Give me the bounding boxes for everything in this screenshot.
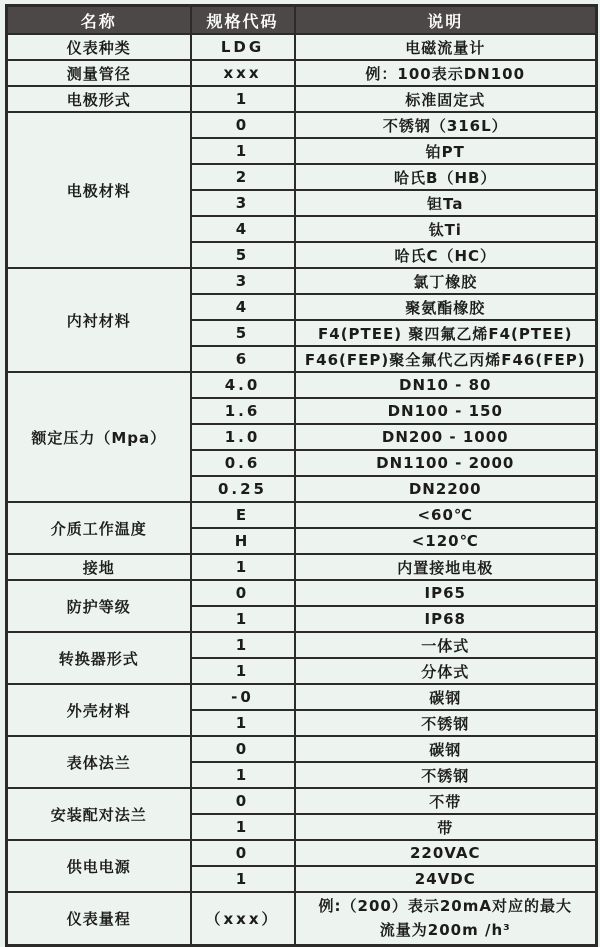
spec-table	[5, 4, 598, 947]
spec-code-cell: 1	[191, 814, 295, 840]
table-row	[7, 34, 597, 60]
col-header-name: 名称	[7, 6, 191, 35]
description-cell: IP65	[295, 580, 597, 606]
description-line: 流量为200m /h³	[379, 921, 511, 940]
description-cell: 钽Ta	[295, 190, 597, 216]
group-name-cell: 仪表种类	[7, 34, 191, 60]
description-cell: DN1100 - 2000	[295, 450, 597, 476]
spec-code-cell: 4.0	[191, 372, 295, 398]
description-cell: 不锈钢	[295, 762, 597, 788]
table-row	[7, 632, 597, 658]
description-cell: 电磁流量计	[295, 34, 597, 60]
spec-code-cell: 1	[191, 710, 295, 736]
spec-code-cell: （xxx）	[191, 892, 295, 945]
description-cell: 碳钢	[295, 684, 597, 710]
spec-code-cell: 5	[191, 320, 295, 346]
table-row	[7, 268, 597, 294]
table-row	[7, 892, 597, 945]
spec-code-cell: 0.25	[191, 476, 295, 502]
description-cell: 碳钢	[295, 736, 597, 762]
description-cell: DN200 - 1000	[295, 424, 597, 450]
description-cell: 不带	[295, 788, 597, 814]
description-cell: 24VDC	[295, 866, 597, 892]
spec-code-cell: 1	[191, 138, 295, 164]
col-header-spec-code: 规格代码	[191, 6, 295, 35]
description-cell: 聚氨酯橡胶	[295, 294, 597, 320]
group-name-cell: 安装配对法兰	[7, 788, 191, 840]
spec-code-cell: 0	[191, 112, 295, 138]
spec-code-cell: xxx	[191, 60, 295, 86]
group-name-cell: 防护等级	[7, 580, 191, 632]
table-row	[7, 502, 597, 528]
description-cell: 一体式	[295, 632, 597, 658]
description-cell: 不锈钢	[295, 710, 597, 736]
group-name-cell: 电极形式	[7, 86, 191, 112]
spec-code-cell: 3	[191, 268, 295, 294]
group-name-cell: 接地	[7, 554, 191, 580]
description-cell	[295, 892, 597, 945]
group-name-cell: 外壳材料	[7, 684, 191, 736]
table-row	[7, 736, 597, 762]
table-row	[7, 580, 597, 606]
description-cell: 钛Ti	[295, 216, 597, 242]
spec-code-cell: 4	[191, 216, 295, 242]
table-row	[7, 112, 597, 138]
spec-code-cell: 2	[191, 164, 295, 190]
spec-table-body	[7, 34, 597, 945]
table-row	[7, 840, 597, 866]
group-name-cell: 额定压力（Mpa）	[7, 372, 191, 502]
table-row	[7, 684, 597, 710]
description-line: 例:（200）表示20mA对应的最大	[318, 897, 572, 916]
table-row	[7, 554, 597, 580]
table-row	[7, 60, 597, 86]
group-name-cell: 供电电源	[7, 840, 191, 892]
spec-code-cell: 1.6	[191, 398, 295, 424]
description-cell: 带	[295, 814, 597, 840]
spec-code-cell: 1	[191, 86, 295, 112]
table-row	[7, 86, 597, 112]
spec-table-header	[7, 6, 597, 35]
spec-code-cell: 1	[191, 606, 295, 632]
spec-code-cell: 0	[191, 736, 295, 762]
description-cell: 220VAC	[295, 840, 597, 866]
description-cell: IP68	[295, 606, 597, 632]
spec-code-cell: 0	[191, 788, 295, 814]
description-cell: DN10 - 80	[295, 372, 597, 398]
description-cell: 分体式	[295, 658, 597, 684]
spec-code-cell: 1	[191, 554, 295, 580]
spec-code-cell: -0	[191, 684, 295, 710]
description-cell: DN100 - 150	[295, 398, 597, 424]
description-cell: 氯丁橡胶	[295, 268, 597, 294]
description-cell: 铂PT	[295, 138, 597, 164]
description-cell: DN2200	[295, 476, 597, 502]
group-name-cell: 内衬材料	[7, 268, 191, 372]
spec-code-cell: 1.0	[191, 424, 295, 450]
spec-code-cell: 4	[191, 294, 295, 320]
col-header-description: 说明	[295, 6, 597, 35]
spec-code-cell: 1	[191, 866, 295, 892]
table-row	[7, 788, 597, 814]
group-name-cell: 表体法兰	[7, 736, 191, 788]
spec-code-cell: 0	[191, 580, 295, 606]
spec-code-cell: 1	[191, 762, 295, 788]
description-cell: F4(PTEE) 聚四氟乙烯F4(PTEE)	[295, 320, 597, 346]
description-cell: <60℃	[295, 502, 597, 528]
group-name-cell: 转换器形式	[7, 632, 191, 684]
spec-code-cell: 3	[191, 190, 295, 216]
description-cell: 哈氏C（HC）	[295, 242, 597, 268]
description-cell: F46(FEP)聚全氟代乙丙烯F46(FEP)	[295, 346, 597, 372]
group-name-cell: 测量管径	[7, 60, 191, 86]
spec-code-cell: 6	[191, 346, 295, 372]
description-cell: 不锈钢（316L）	[295, 112, 597, 138]
spec-code-cell: 5	[191, 242, 295, 268]
description-cell: 例：100表示DN100	[295, 60, 597, 86]
spec-code-cell: 0.6	[191, 450, 295, 476]
spec-code-cell: H	[191, 528, 295, 554]
spec-code-cell: LDG	[191, 34, 295, 60]
group-name-cell: 介质工作温度	[7, 502, 191, 554]
group-name-cell: 仪表量程	[7, 892, 191, 945]
description-cell: 哈氏B（HB）	[295, 164, 597, 190]
group-name-cell: 电极材料	[7, 112, 191, 268]
spec-code-cell: E	[191, 502, 295, 528]
header-row	[7, 6, 597, 35]
description-cell: 内置接地电极	[295, 554, 597, 580]
description-cell: <120℃	[295, 528, 597, 554]
spec-code-cell: 0	[191, 840, 295, 866]
spec-code-cell: 1	[191, 632, 295, 658]
description-cell: 标准固定式	[295, 86, 597, 112]
spec-code-cell: 1	[191, 658, 295, 684]
table-row	[7, 372, 597, 398]
